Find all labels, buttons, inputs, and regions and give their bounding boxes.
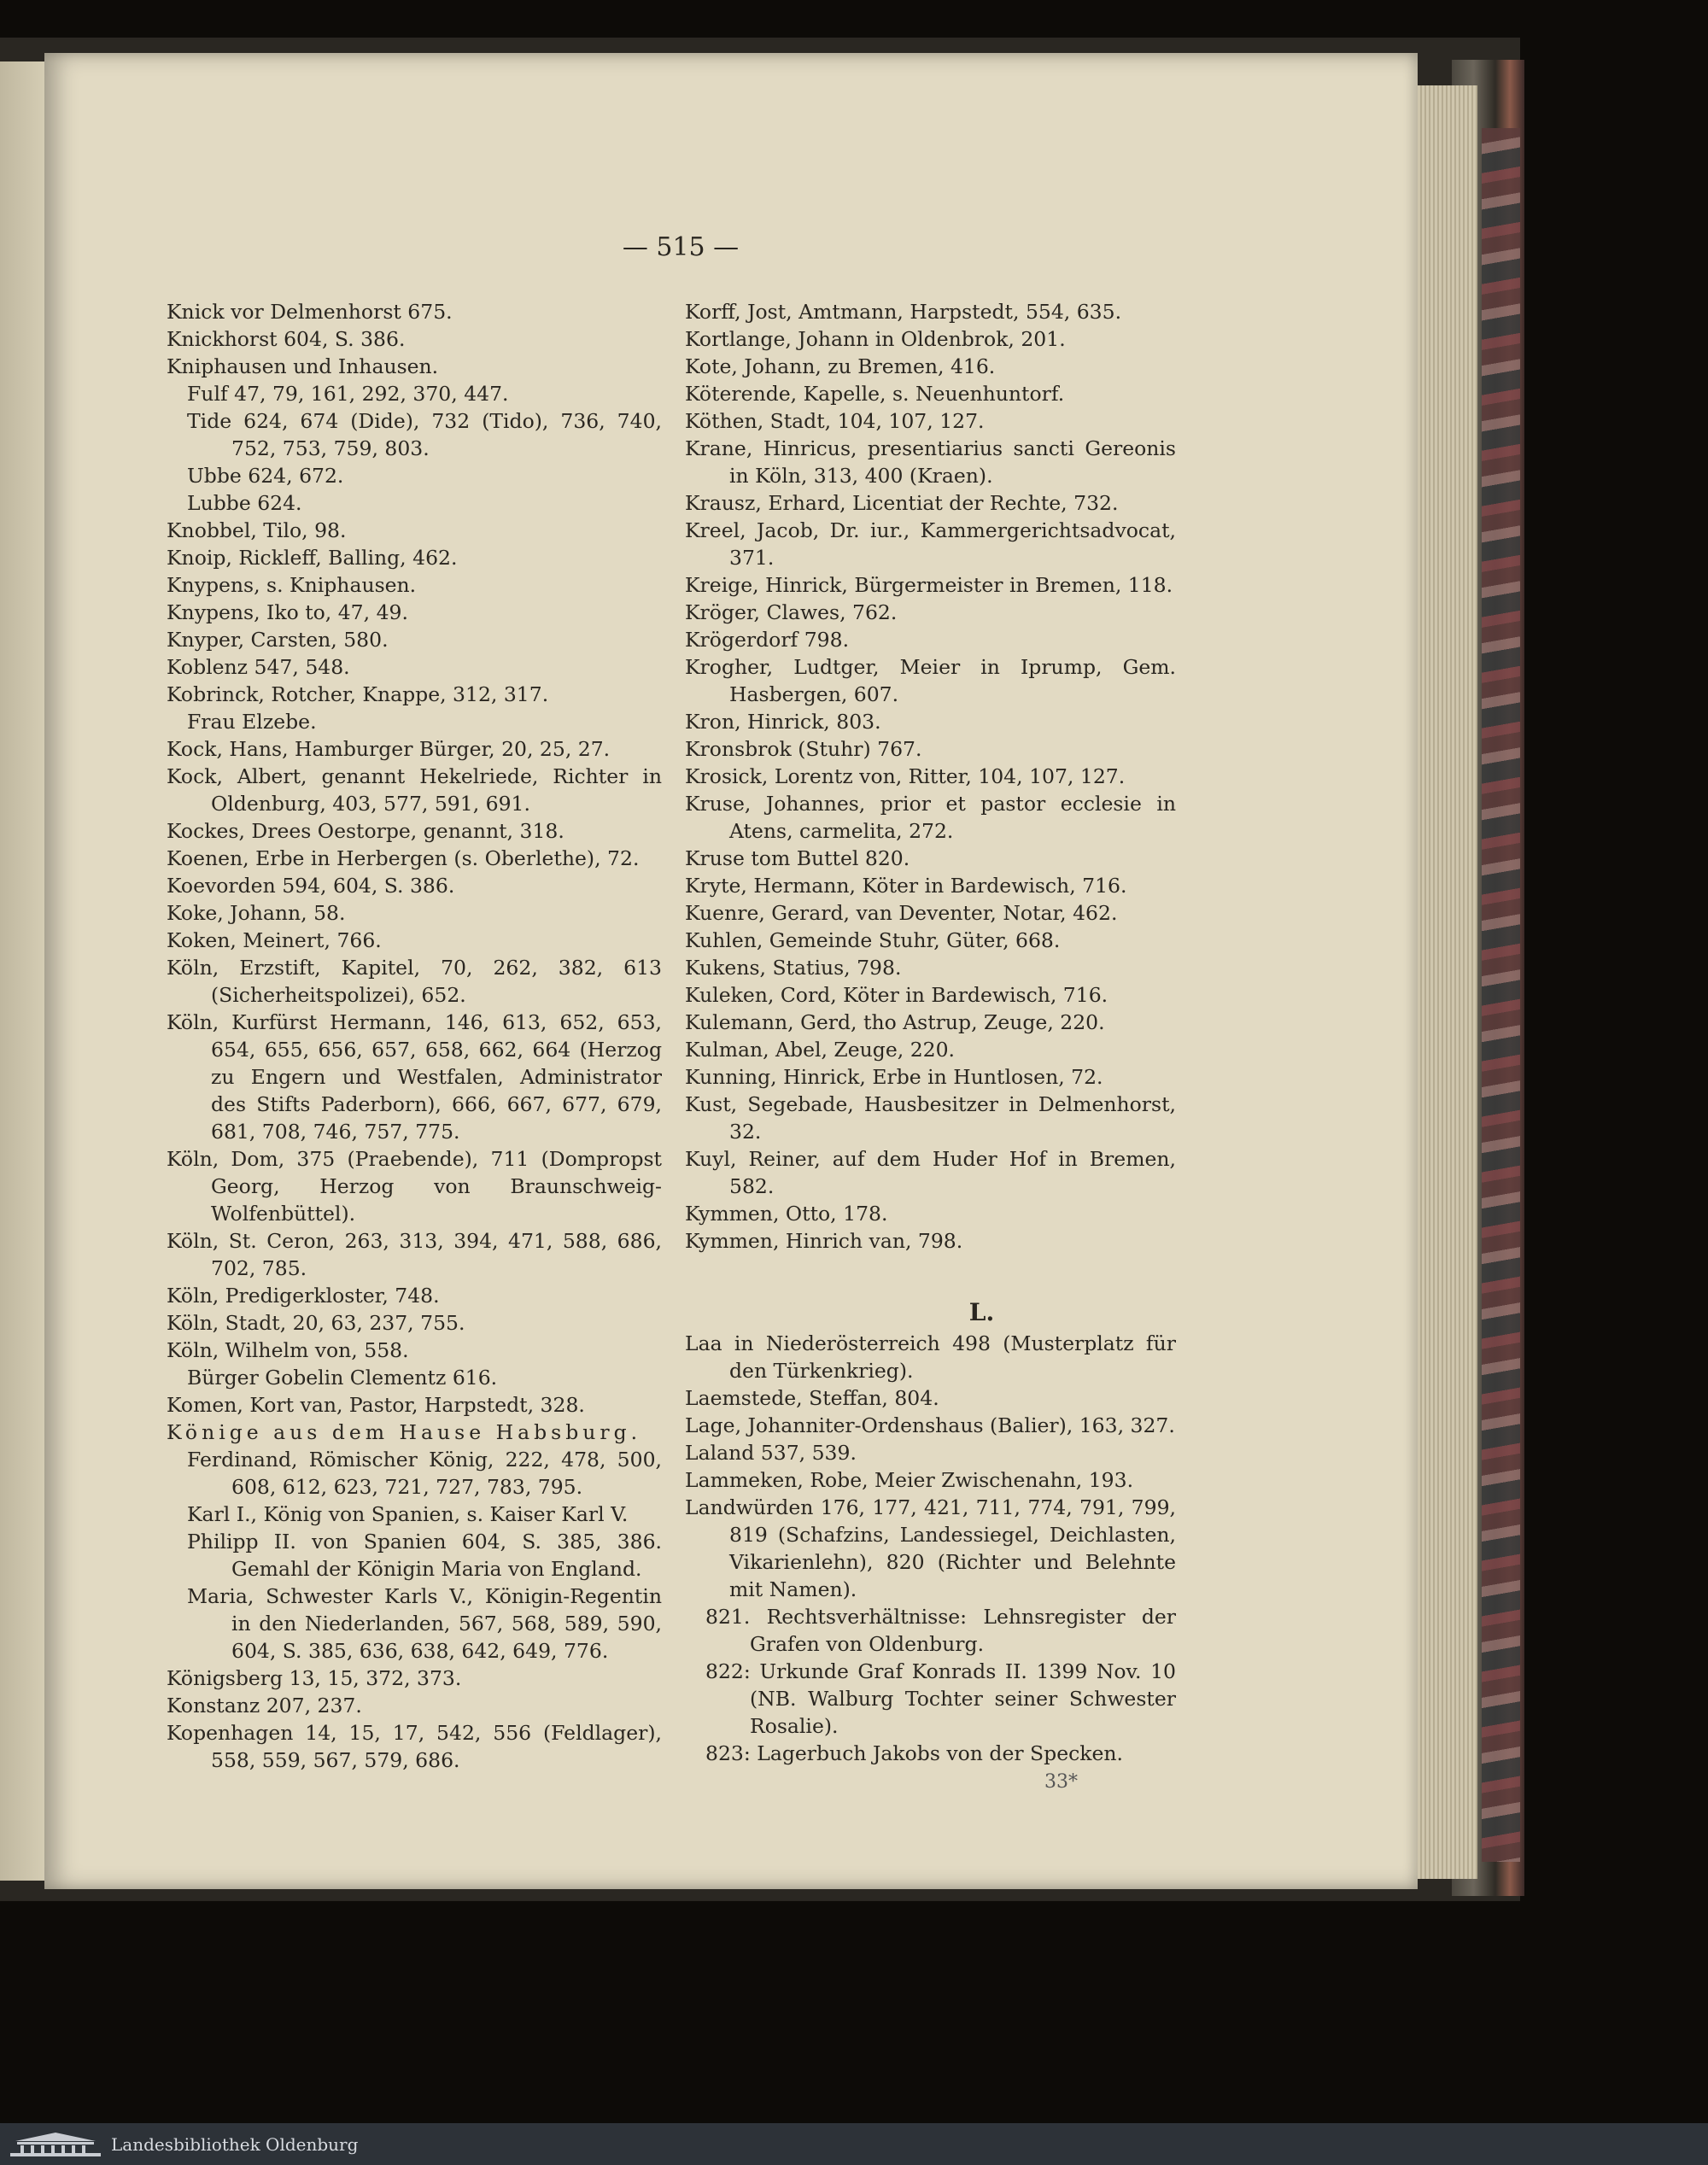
index-entry: Kuyl, Reiner, auf dem Huder Hof in Bremen, 582.	[685, 1147, 1176, 1198]
index-entry: Kruse, Johannes, prior et pastor ecclesie in Atens, carmelita, 272.	[685, 792, 1176, 843]
index-entry: Maria, Schwester Karls V., Königin-Regentin in den Niederlanden, 567, 568, 589, 590, 604, S. 385, 636, 638, 642, 649, 776.	[187, 1584, 662, 1663]
index-entry: Koevorden 594, 604, S. 386.	[167, 874, 455, 898]
index-entry: Kronsbrok (Stuhr) 767.	[685, 737, 922, 761]
marbled-cover	[1482, 128, 1520, 1862]
index-entry: Konstanz 207, 237.	[167, 1694, 362, 1717]
index-entry: Kunning, Hinrick, Erbe in Huntlosen, 72.	[685, 1065, 1103, 1089]
index-entry: Köln, Wilhelm von, 558.	[167, 1338, 409, 1362]
index-entry: Kock, Hans, Hamburger Bürger, 20, 25, 27.	[167, 737, 611, 761]
index-entry: Frau Elzebe.	[187, 710, 317, 734]
index-entry: Kron, Hinrick, 803.	[685, 710, 881, 734]
signature-mark: 33*	[1044, 1771, 1078, 1793]
index-column-right	[685, 298, 1176, 1796]
index-entry: Kreel, Jacob, Dr. iur., Kammergerichtsadvocat, 371.	[685, 518, 1176, 570]
index-entry: Knick vor Delmenhorst 675.	[167, 300, 453, 324]
previous-page-edge	[0, 61, 51, 1881]
index-entry: Kulman, Abel, Zeuge, 220.	[685, 1038, 956, 1062]
index-entry: Korff, Jost, Amtmann, Harpstedt, 554, 635.	[685, 300, 1122, 324]
index-entry: Kopenhagen 14, 15, 17, 542, 556 (Feldlager), 558, 559, 567, 579, 686.	[167, 1721, 662, 1772]
index-entry: Laemstede, Steffan, 804.	[685, 1386, 939, 1410]
index-entry: Kuhlen, Gemeinde Stuhr, Güter, 668.	[685, 928, 1061, 952]
index-entry: Laland 537, 539.	[685, 1441, 857, 1465]
index-entry: Könige aus dem Hause Habsburg.	[167, 1420, 642, 1444]
index-entry: Kuenre, Gerard, van Deventer, Notar, 462.	[685, 901, 1118, 925]
index-entry: Kote, Johann, zu Bremen, 416.	[685, 354, 996, 378]
index-entry: Köln, Kurfürst Hermann, 146, 613, 652, 653, 654, 655, 656, 657, 658, 662, 664 (Herzog zu Engern und Westfalen, Administrator des Stifts Paderborn), 666, 667, 677, 679, 681, 708, 746, 757, 775.	[167, 1010, 662, 1144]
index-entry: Laa in Niederösterreich 498 (Musterplatz für den Türkenkrieg).	[685, 1331, 1176, 1383]
index-entry: Kuleken, Cord, Köter in Bardewisch, 716.	[685, 983, 1108, 1007]
library-building-icon	[9, 2131, 102, 2158]
index-entry: Kniphausen und Inhausen.	[167, 354, 439, 378]
index-entry: Köterende, Kapelle, s. Neuenhuntorf.	[685, 382, 1065, 406]
book-page	[44, 53, 1418, 1889]
index-entry: 821. Rechtsverhältnisse: Lehnsregister der Grafen von Oldenburg.	[705, 1605, 1176, 1656]
library-name: Landesbibliothek Oldenburg	[111, 2134, 359, 2155]
index-entry: Knypens, Iko to, 47, 49.	[167, 600, 408, 624]
index-entry: Knyper, Carsten, 580.	[167, 628, 389, 652]
page-number: — 515 —	[622, 232, 740, 262]
index-entry: Kukens, Statius, 798.	[685, 956, 902, 980]
index-entry: Kröger, Clawes, 762.	[685, 600, 898, 624]
index-entry: Kymmen, Hinrich van, 798.	[685, 1229, 963, 1253]
footer-bar	[0, 2123, 1708, 2165]
index-entry: Kockes, Drees Oestorpe, genannt, 318.	[167, 819, 564, 843]
index-entry: Kruse tom Buttel 820.	[685, 846, 910, 870]
index-entry: 823: Lagerbuch Jakobs von der Specken.	[705, 1741, 1124, 1765]
index-entry: Bürger Gobelin Clementz 616.	[187, 1366, 498, 1390]
index-entry: Kreige, Hinrick, Bürgermeister in Bremen, 118.	[685, 573, 1173, 597]
index-entry: Karl I., König von Spanien, s. Kaiser Karl V.	[187, 1502, 629, 1526]
index-entry: Krögerdorf 798.	[685, 628, 850, 652]
index-entry: Köln, Stadt, 20, 63, 237, 755.	[167, 1311, 465, 1335]
index-entry: Knoip, Rickleff, Balling, 462.	[167, 546, 458, 570]
index-entry: Knypens, s. Kniphausen.	[167, 573, 417, 597]
index-entry: Krogher, Ludtger, Meier in Iprump, Gem. Hasbergen, 607.	[685, 655, 1176, 706]
index-entry: Lubbe 624.	[187, 491, 302, 515]
index-entry: Krane, Hinricus, presentiarius sancti Gereonis in Köln, 313, 400 (Kraen).	[685, 436, 1176, 488]
index-entry: Köln, Dom, 375 (Praebende), 711 (Dompropst Georg, Herzog von Braunschweig-Wolfenbüttel).	[167, 1147, 662, 1226]
index-entry: Köthen, Stadt, 104, 107, 127.	[685, 409, 985, 433]
index-entry: Kock, Albert, genannt Hekelriede, Richter in Oldenburg, 403, 577, 591, 691.	[167, 764, 662, 816]
index-column-left	[167, 298, 662, 1774]
index-entry: Lage, Johanniter-Ordenshaus (Balier), 163, 327.	[685, 1413, 1175, 1437]
index-entry: Koke, Johann, 58.	[167, 901, 346, 925]
index-entry: Kryte, Hermann, Köter in Bardewisch, 716.	[685, 874, 1127, 898]
index-entry: Kobrinck, Rotcher, Knappe, 312, 317.	[167, 682, 549, 706]
index-entry: Krosick, Lorentz von, Ritter, 104, 107, 127.	[685, 764, 1126, 788]
page-stack-edge	[1409, 85, 1477, 1879]
index-entry: Knickhorst 604, S. 386.	[167, 327, 406, 351]
index-entry: Köln, Predigerkloster, 748.	[167, 1284, 440, 1308]
index-entry: Kortlange, Johann in Oldenbrok, 201.	[685, 327, 1066, 351]
index-entry: Fulf 47, 79, 161, 292, 370, 447.	[187, 382, 509, 406]
index-entry: Kymmen, Otto, 178.	[685, 1202, 888, 1226]
index-entry: Komen, Kort van, Pastor, Harpstedt, 328.	[167, 1393, 585, 1417]
index-entry: Königsberg 13, 15, 372, 373.	[167, 1666, 462, 1690]
index-entry: Koenen, Erbe in Herbergen (s. Oberlethe), 72.	[167, 846, 640, 870]
index-entry: Köln, St. Ceron, 263, 313, 394, 471, 588, 686, 702, 785.	[167, 1229, 662, 1280]
index-entry: Koblenz 547, 548.	[167, 655, 350, 679]
index-entry: Landwürden 176, 177, 421, 711, 774, 791, 799, 819 (Schafzins, Landessiegel, Deichlasten, Vikarienlehn), 820 (Richter und Belehnte mit Namen).	[685, 1495, 1176, 1601]
index-entry: Ubbe 624, 672.	[187, 464, 344, 488]
index-entry: Krausz, Erhard, Licentiat der Rechte, 732.	[685, 491, 1119, 515]
index-entry: Lammeken, Robe, Meier Zwischenahn, 193.	[685, 1468, 1134, 1492]
index-entry: Kust, Segebade, Hausbesitzer in Delmenhorst, 32.	[685, 1092, 1176, 1144]
section-heading: L.	[968, 1298, 995, 1326]
index-entry: Kulemann, Gerd, tho Astrup, Zeuge, 220.	[685, 1010, 1105, 1034]
index-entry: Köln, Erzstift, Kapitel, 70, 262, 382, 613 (Sicherheitspolizei), 652.	[167, 956, 662, 1007]
index-entry: Knobbel, Tilo, 98.	[167, 518, 347, 542]
index-entry: 822: Urkunde Graf Konrads II. 1399 Nov. 10 (NB. Walburg Tochter seiner Schwester Rosalie).	[705, 1659, 1176, 1738]
index-entry: Philipp II. von Spanien 604, S. 385, 386. Gemahl der Königin Maria von England.	[187, 1530, 662, 1581]
index-entry: Tide 624, 674 (Dide), 732 (Tido), 736, 740, 752, 753, 759, 803.	[187, 409, 662, 460]
index-entry: Ferdinand, Römischer König, 222, 478, 500, 608, 612, 623, 721, 727, 783, 795.	[187, 1448, 662, 1499]
index-entry: Koken, Meinert, 766.	[167, 928, 382, 952]
